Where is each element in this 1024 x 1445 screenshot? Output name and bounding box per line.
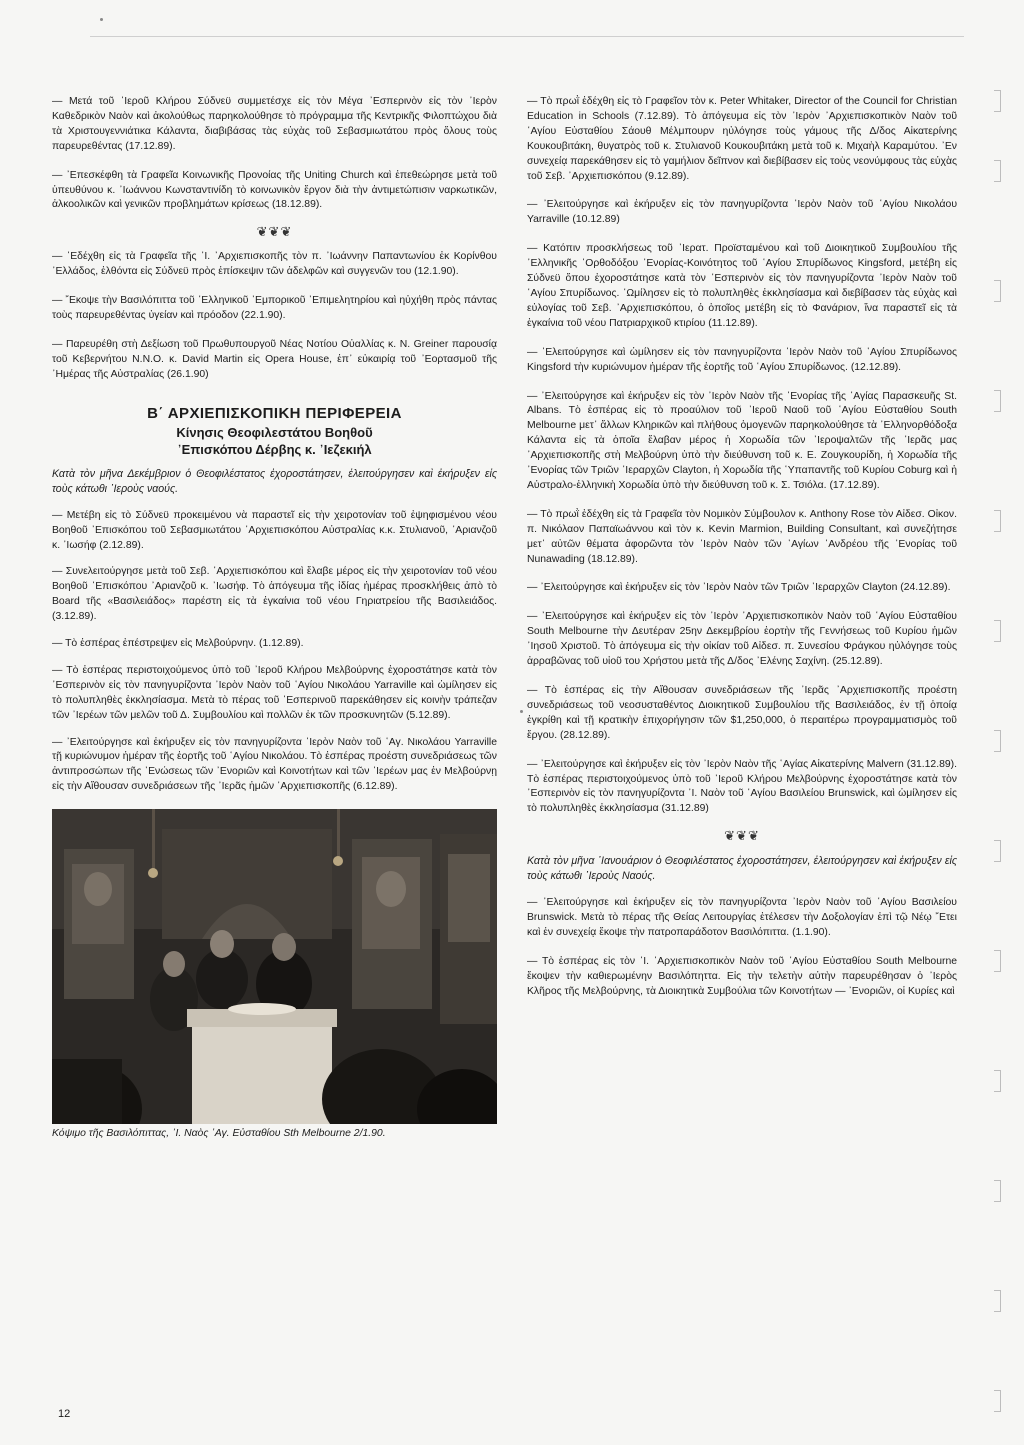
- margin-mark: [994, 1180, 1001, 1202]
- photo-caption: Κόψιμο τῆς Βασιλόπιττας, ᾿Ι. Ναὸς ῾Αγ. Εὐσταθίου Sth Melbourne 2/1.90.: [52, 1128, 386, 1140]
- paragraph: — ᾿Ελειτούργησε καὶ ἐκήρυξεν εἰς τὸν ᾿Ιερὸν Ναὸν τῆς ῾Αγίας Αἰκατερίνης Malvern (31.12.89). Τὸ ἑσπέρας περιστοιχούμενος ὑπὸ τοῦ ᾿Ιεροῦ Κλήρου Μελβούρνης ἐχοροστάτησε κατὰ τὸν ᾿Εσπερινὸν εἰς τὸν πανηγυρίζοντα ᾿Ι. Ναὸν τοῦ ῾Αγίου Βασιλείου Brunswick, καὶ ὡμίλησεν εἰς τὸ πολυπληθὲς ἐκκλησίασμα (31.12.89): [527, 758, 957, 815]
- paragraph: — Τὸ ἑσπέρας ἐπέστρεψεν εἰς Μελβούρνην. (1.12.89).: [52, 638, 304, 650]
- margin-mark: [994, 1290, 1001, 1312]
- section-intro: Κατὰ τὸν μῆνα ᾿Ιανουάριον ὁ Θεοφιλέστατος ἐχοροστάτησεν, ἐλειτούργησεν καὶ ἐκήρυξεν εἰς τοὺς κάτωθι ᾿Ιεροὺς Ναούς.: [527, 855, 957, 883]
- paragraph: — Παρευρέθη στὴ Δεξίωση τοῦ Πρωθυπουργοῦ Νέας Νοτίου Οὐαλλίας κ. N. Greiner παρουσίᾳ τοῦ Κεβερνήτου N.N.O. κ. David Martin εἰς Opera House, ἐπ᾿ εὐκαιρίᾳ τοῦ ᾿Εορτασμοῦ τῆς ᾿Ημέρας τῆς Αὐστραλίας (26.1.90): [52, 338, 497, 380]
- section-subtitle: ᾿Επισκόπου Δέρβης κ. ᾿Ιεζεκιήλ: [177, 441, 372, 457]
- paragraph: — Συνελειτούργησε μετὰ τοῦ Σεβ. ᾿Αρχιεπισκόπου καὶ ἔλαβε μέρος εἰς τὴν χειροτονίαν τοῦ νέου Βοηθοῦ ᾿Επισκόπου ᾿Αριανζοῦ κ. ᾿Ιωσήφ. Τὸ ἀπόγευμα τῆς ἰδίας ἡμέρας προσκλήθεις ἀπὸ τὸ Board τῆς «Βασιλειάδος» παρέστη εἰς τὰ ἐγκαίνια τοῦ νέου Γηριατρείου τῆς Βασιλειάδος. (3.12.89).: [52, 566, 497, 623]
- section-subtitle: Κίνησις Θεοφιλεστάτου Βοηθοῦ: [176, 424, 373, 440]
- paragraph: — Μετά τοῦ ᾿Ιεροῦ Κλήρου Σύδνεϋ συμμετέσχε εἰς τὸν Μέγα ᾿Εσπερινὸν εἰς τὸν ᾿Ιερὸν Καθεδρικὸν Ναὸν καὶ ἀκολούθως παρηκολούθησε τὸ πρόγραμμα τῆς Κεντρικῆς Φιλοπτώχου διὰ τὰ Χριστουγεννιάτικα Κάλαντα, διαβιβάσας τὰς εὐχὰς τοῦ Σεβασμιωτάτου πρὸς ὅλους τοὺς παρευρεθέντας (17.12.89).: [52, 96, 497, 152]
- paragraph: — ᾿Επεσκέφθη τὰ Γραφεῖα Κοινωνικῆς Προνοίας τῆς Uniting Church καὶ ἐπεθεώρησε μετὰ τοῦ ὑπευθύνου κ. ᾿Ιωάννου Κωνσταντινίδη τὸ κοινωνικὸν ἔργον διὰ τὴν ἀντιμετώπισιν ναρκωτικῶν, ἀλκοολικῶν καὶ γενικῶν προβλημάτων κρίσεως (18.12.89).: [52, 169, 497, 211]
- margin-mark: [994, 160, 1001, 182]
- paragraph: — Τὸ πρωῒ ἐδέχθη εἰς τὸ Γραφεῖον τὸν κ. Peter Whitaker, Director of the Council for Christian Education in Schools (7.12.89). Τὸ ἀπόγευμα εἰς τὸν ᾿Ιερὸν ᾿Αρχιεπισκοπικὸν Ναὸν τοῦ ῾Αγίου Εὐσταθίου Σάουθ Μέλμπουρν ηὐλόγησε τοὺς γάμους τῆς Δ/δος Αἰκατερίνης Κουκουβιτάκη, θυγατρὸς τοῦ κ. Στυλιανοῦ Κουκουβιτάκη μετὰ τοῦ κ. Μιχαὴλ Καραμύτου. ᾿Εν συνεχείᾳ παρεκάθησεν εἰς τὸ γαμήλιον δεῖπνον καὶ διεβίβασεν εἰς τοὺς νεονύμφους τὰς εὐχὰς τοῦ Σεβ. ᾿Αρχιεπισκόπου (9.12.89).: [527, 96, 957, 182]
- paragraph: — Μετέβη εἰς τὸ Σύδνεϋ προκειμένου νὰ παραστεῖ εἰς τὴν χειροτονίαν τοῦ ἐψηφισμένου νέου Βοηθοῦ ᾿Επισκόπου τοῦ Σεβασμιωτάτου ᾿Αρχιεπισκόπου Αὐστραλίας κ.κ. Στυλιανοῦ, ᾿Αριανζοῦ κ. ᾿Ιωσήφ (2.12.89).: [52, 509, 497, 551]
- section-intro: Κατὰ τὸν μῆνα Δεκέμβριον ὁ Θεοφιλέστατος ἐχοροστάτησεν, ἐλειτούργησεν καὶ ἐκήρυξεν εἰς τοὺς κάτωθι ᾿Ιεροὺς ναούς.: [52, 467, 497, 495]
- paragraph: — Τὸ ἑσπέρας εἰς τὴν Αἴθουσαν συνεδριάσεων τῆς ᾿Ιερᾶς ᾿Αρχιεπισκοπῆς προέστη συνεδριάσεως τοῦ νεοσυσταθέντος Διοικητικοῦ Συμβουλίου τῆς Βασιλειάδος, ἐν τῇ ὁποίᾳ ἐγκρίθη καὶ τῇ κρατικὴν ἐπιχορήγησιν τῶν $1,250,000, ὁ περαιτέρω προγραμματισμὸς τοῦ ἔργου. (28.12.89).: [527, 685, 957, 741]
- margin-mark: [994, 90, 1001, 112]
- page-number: 12: [58, 1408, 71, 1420]
- paragraph: — ᾿Ελειτούργησε καὶ ἐκήρυξεν εἰς τὸν ᾿Ιερὸν ᾿Αρχιεπισκοπικὸν Ναὸν τοῦ ῾Αγίου Εὐσταθίου South Melbourne τὴν Δευτέραν 25ην Δεκεμβρίου ἑορτὴν τῆς Γεννήσεως τοῦ Κυρίου ἡμῶν ᾿Ιησοῦ Χριστοῦ. Τὸ ἀπόγευμα εἰς τὴν οἰκίαν τοῦ Αἰδεσ. π. Συνεσίου Φράγκου ηὐλόγησε τοὺς ἀρραβῶνας τοῦ υἱοῦ του Χρήστου μετὰ τῆς Δ/δος ᾿Ελένης Σαχίνη. (25.12.89).: [527, 611, 957, 668]
- ornament-divider: ❦❦❦: [724, 829, 760, 845]
- paragraph: — ᾿Ελειτούργησε καὶ ἐκήρυξεν εἰς τὸν πανηγυρίζοντα ᾿Ιερὸν Ναὸν τοῦ ῾Αγίου Νικολάου Yarraville (10.12.89): [527, 199, 957, 226]
- photo-illustration: [52, 809, 497, 1124]
- paragraph: — Τὸ ἑσπέρας περιστοιχούμενος ὑπὸ τοῦ ᾿Ιεροῦ Κλήρου Μελβούρνης ἐχοροστάτησε κατὰ τὸν ᾿Εσπερινὸν εἰς τὸν πανηγυρίζοντα ᾿Ιερὸν Ναὸν τοῦ ῾Αγίου Νικολάου Yarraville καὶ ὡμίλησεν εἰς τὸ πολυπληθὲς ἐκκλησίασμα. Μετὰ τὸ πέρας τοῦ ᾿Εσπερινοῦ παρεκάθησεν εἰς κοινὴν τράπεζαν τῶν ᾿Ιερέων τῶν μελῶν τοῦ Δ. Συμβουλίου καὶ πολλῶν ἐκ τῶν προσκυνητῶν (5.12.89).: [52, 664, 497, 721]
- scan-margin-marks: [994, 90, 1002, 1430]
- section-title: Β΄ ΑΡΧΙΕΠΙΣΚΟΠΙΚΗ ΠΕΡΙΦΕΡΕΙΑ: [147, 404, 402, 422]
- scan-speck: [520, 710, 523, 713]
- margin-mark: [994, 620, 1001, 642]
- paragraph: — ᾿Ελειτούργησε καὶ ὡμίλησεν εἰς τὸν πανηγυρίζοντα ᾿Ιερὸν Ναὸν τοῦ ῾Αγίου Σπυρίδωνος Kingsford τὴν κυριώνυμον ἡμέραν τῆς ἑορτῆς τοῦ ῾Αγίου Σπυρίδωνος. (12.12.89).: [527, 346, 957, 373]
- paragraph: — ᾿Ελειτούργησε καὶ ἐκήρυξεν εἰς τὸν πανηγυρίζοντα ᾿Ιερὸν Ναὸν τοῦ ῾Αγ. Νικολάου Yarraville τῇ κυριώνυμον ἡμέραν τῆς ἑορτῆς τοῦ ῾Αγίου Νικολάου. Τὸ ἑσπέρας προέστη συνεδριάσεως τῶν ἀντιπροσώπων τῆς ᾿Ενώσεως τῶν ᾿Ενοριῶν καὶ Κοινοτήτων καὶ τῶν ᾿Ιερέων μας ἐν Μελβούρνῃ εἰς τὴν Αἴθουσαν συνεδριάσεων τῆς ᾿Ιερᾶς ἡμῶν ᾿Αρχιεπισκοπῆς (6.12.89).: [52, 736, 497, 793]
- paragraph: — Τὸ ἑσπέρας εἰς τὸν ᾿Ι. ᾿Αρχιεπισκοπικὸν Ναὸν τοῦ ῾Αγίου Εὐσταθίου South Melbourne ἔκοψεν τὴν καθιερωμένην Βασιλόπηττα. Εἰς τὴν τελετὴν αὐτὴν παρευρέθησαν ὁ ᾿Ιερὸς Κλῆρος τῆς Μελβούρνης, τὰ Διοικητικὰ Συμβούλια τῶν Κοινοτήτων — ᾿Ενοριῶν, οἱ Κυρίες καὶ: [527, 955, 957, 997]
- paragraph: — ᾿Ελειτούργησε καὶ ἐκήρυξεν εἰς τὸν ᾿Ιερὸν Ναὸν τῶν Τριῶν ᾿Ιεραρχῶν Clayton (24.12.89).: [527, 582, 951, 594]
- paragraph: — ᾿Ελειτούργησε καὶ ἐκήρυξεν εἰς τὸν πανηγυρίζοντα ᾿Ιερὸν Ναὸν τοῦ ῾Αγίου Βασιλείου Brunswick. Μετὰ τὸ πέρας τῆς Θείας Λειτουργίας ἐτέλεσεν τὴν Δοξολογίαν ἐπὶ τῷ Νέῳ ῎Ετει καὶ ἐν συνεχείᾳ ἔκοψε τὴν πατροπαράδοτον Βασιλόπιττα. (1.1.90).: [527, 897, 957, 939]
- section-heading: [52, 405, 497, 457]
- top-rule: [90, 36, 964, 37]
- paragraph: — ᾿Ελειτούργησε καὶ ἐκήρυξεν εἰς τὸν ᾿Ιερὸν Ναὸν τῆς ᾿Ενορίας τῆς ῾Αγίας Παρασκευῆς St. Albans. Τὸ ἑσπέρας εἰς τὸ προαύλιον τοῦ ᾿Ιεροῦ Ναοῦ τοῦ ῾Αγίου Εὐσταθίου South Melbourne μετ᾿ ἄλλων Κληρικῶν καὶ πλήθους ὁμογενῶν παρηκολούθησε τὰ ᾿Ελληνορθόδοξα Κάλαντα εἰς τὰ ὁποῖα ἔλαβαν μέρος ἡ Χορωδία τῶν ᾿Ιεροψαλτῶν τῆς ᾿Ιερᾶς μας ᾿Αρχιεπισκοπῆς στὴ Μελβούρνη ὑπὸ τὴν διεύθυνση τοῦ κ. Ε. Ζουγκουρίδη, ἡ Χορωδία τῆς ᾿Ενορίας τῶν Τριῶν ᾿Ιεραρχῶν Clayton, ἡ Χορωδία τῆς ῾Υπαπαντῆς τοῦ Κυρίου Coburg καὶ ἡ Αὐστραλο-ἑλληνικὴ Χορωδία ὑπὸ τὴν διεύθυνση τοῦ κ. Σ. Τσιόλα. (17.12.89).: [527, 390, 957, 491]
- margin-mark: [994, 730, 1001, 752]
- ornament-divider: ❦❦❦: [256, 225, 293, 241]
- right-column: [527, 95, 957, 1014]
- paragraph: — ῎Εκοψε τὴν Βασιλόπιττα τοῦ ᾿Ελληνικοῦ ᾿Εμπορικοῦ ᾿Επιμελητηρίου καὶ ηὐχήθη πρὸς πάντας τοὺς παρευρεθέντας ὑγείαν καὶ πρόοδον (22.1.90).: [52, 295, 497, 322]
- margin-mark: [994, 840, 1001, 862]
- margin-mark: [994, 280, 1001, 302]
- paragraph: — Τὸ πρωῒ ἐδέχθη εἰς τὰ Γραφεῖα τὸν Νομικὸν Σύμβουλον κ. Anthony Rose τὸν Αἰδεσ. Οἰκον. π. Νικόλαον Παπαϊωάννου καὶ τὸν κ. Kevin Marmion, Building Consultant, καὶ συνεζήτησε μετ᾿ αὐτῶν θέματα ἀφορῶντα τὸν ᾿Ιερὸν Ναὸν τῶν ῾Αγίων ᾿Ανδρέου τῆς ᾿Ενορίας τοῦ Nunawading (18.12.89).: [527, 508, 957, 565]
- left-column: [52, 95, 497, 1139]
- margin-mark: [994, 510, 1001, 532]
- church-photo: [52, 809, 497, 1124]
- scan-speck: [100, 18, 103, 21]
- margin-mark: [994, 950, 1001, 972]
- paragraph: — ᾿Εδέχθη εἰς τὰ Γραφεῖα τῆς ᾿Ι. ᾿Αρχιεπισκοπῆς τὸν π. ᾿Ιωάννην Παπαντωνίου ἐκ Κορίνθου ᾿Ελλάδος, ἐλθόντα εἰς Σύδνεϋ πρὸς ἐπίσκεψιν τῶν ἀδελφῶν καὶ συγγενῶν του (12.1.90).: [52, 251, 497, 278]
- margin-mark: [994, 390, 1001, 412]
- paragraph: — Κατόπιν προσκλήσεως τοῦ ᾿Ιερατ. Προϊσταμένου καὶ τοῦ Διοικητικοῦ Συμβουλίου τῆς ᾿Ελληνικῆς ᾿Ορθοδόξου ᾿Ενορίας-Κοινότητος τοῦ ῾Αγίου Σπυρίδωνος Kingsford, μετέβη εἰς Σύδνεϋ ὅπου ἐχοροστάτησε κατὰ τὸν ᾿Εσπερινὸν εἰς τὸν πανηγυρίζοντα ᾿Ιερὸν Ναὸν τοῦ ῾Αγίου Σπυρίδωνος. ῾Ωμίλησεν εἰς τὸ πολυπληθὲς ἐκκλησίασμα καὶ διεβίβασεν τὰς εὐχὰς καὶ εὐλογίας τοῦ Σεβ. ᾿Αρχιεπισκόπου, ὁ ὁποῖος μετέβη εἰς τὸ Φανάριον, ἵνα παραστεῖ εἰς τὰ ἐγκαίνια τοῦ νέου Πατριαρχικοῦ κτιρίου (11.12.89).: [527, 243, 957, 329]
- margin-mark: [994, 1390, 1001, 1412]
- margin-mark: [994, 1070, 1001, 1092]
